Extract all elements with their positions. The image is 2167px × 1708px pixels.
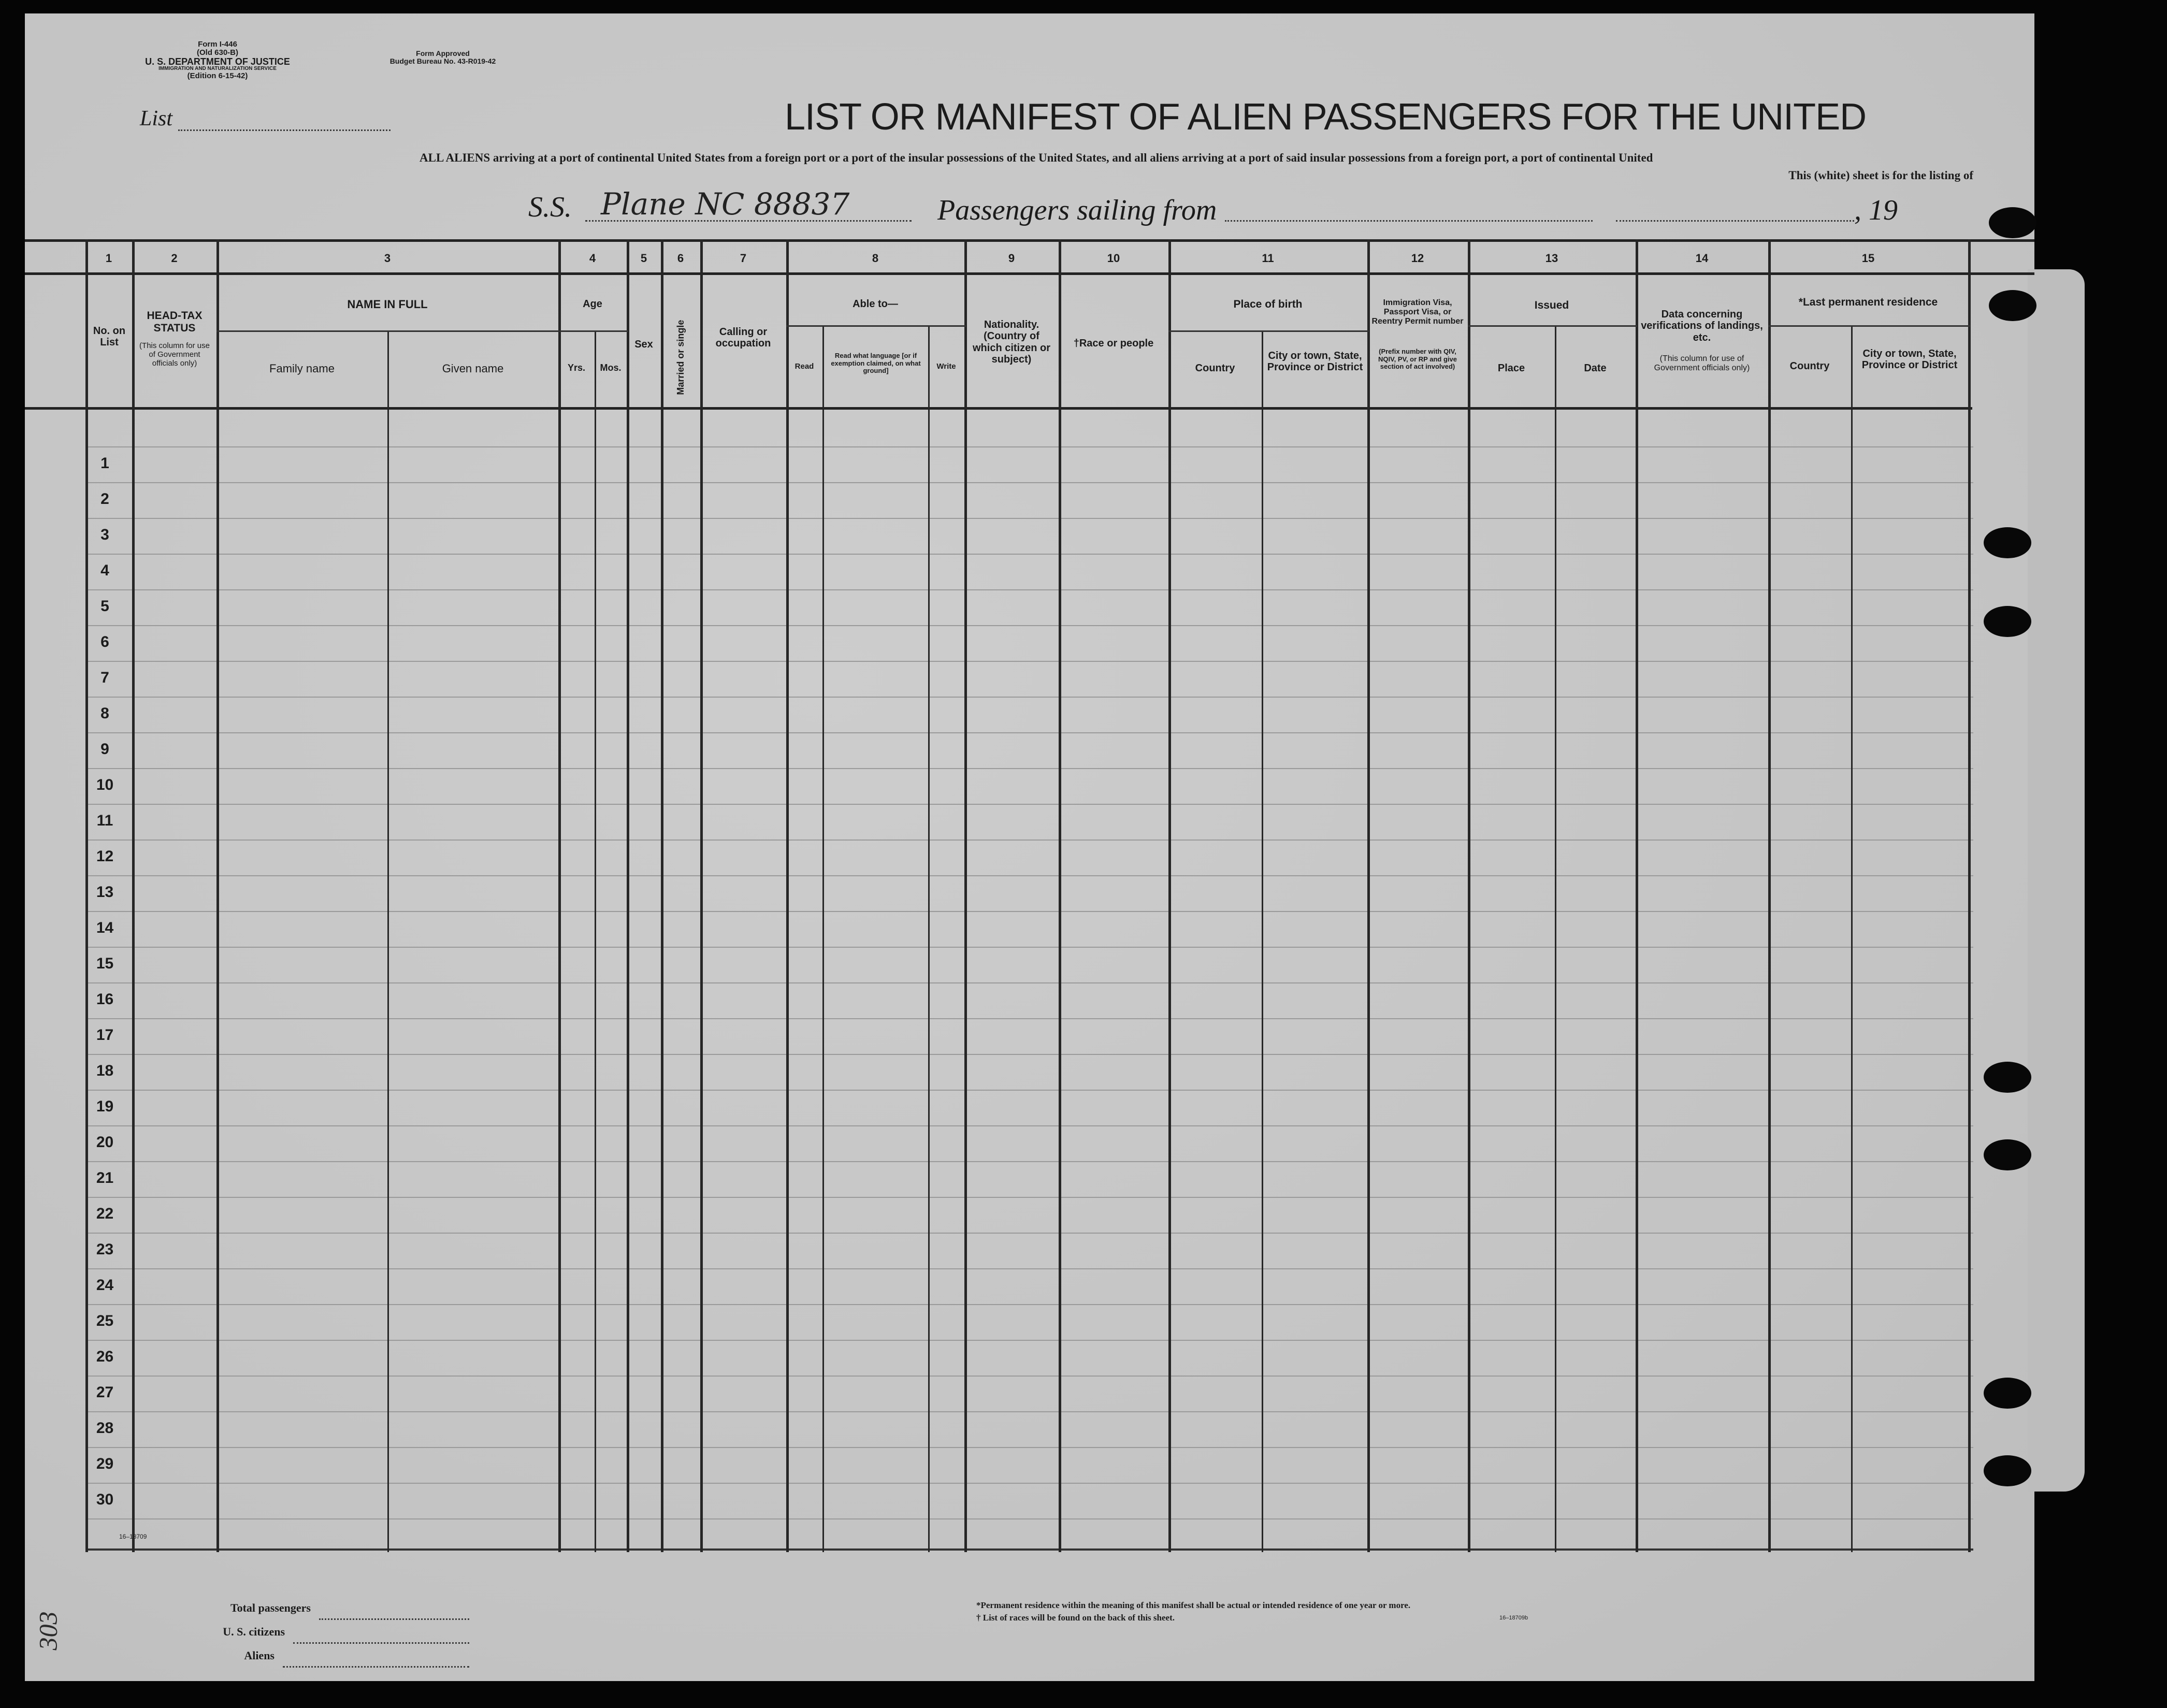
form-id-block	[104, 40, 331, 80]
sailing-label: Passengers sailing from	[937, 194, 1217, 226]
row-number: 4	[100, 562, 109, 579]
header-issued-place: Place	[1497, 363, 1525, 374]
header-given-name: Given name	[442, 362, 504, 375]
row-number: 24	[96, 1277, 114, 1294]
punch-hole	[1984, 1378, 2031, 1409]
row-number: 5	[100, 598, 109, 615]
row-number: 25	[96, 1312, 114, 1329]
row-rule	[85, 482, 1973, 483]
row-rule	[85, 1518, 1973, 1519]
header-sex: Sex	[634, 339, 653, 350]
service-name: IMMIGRATION AND NATURALIZATION SERVICE	[158, 66, 277, 72]
header-res-city: City or town, State, Province or District	[1861, 348, 1958, 371]
punch-hole	[1984, 1455, 2031, 1486]
col-number: 14	[1695, 252, 1709, 265]
col-number: 4	[589, 252, 596, 265]
group-rule	[1768, 325, 1970, 327]
header-read-language: Read what language [or if exemption claimed, on what ground]	[831, 352, 921, 375]
form-number: Form I-446	[198, 40, 237, 49]
sailing-date-field[interactable]	[1616, 197, 1854, 222]
row-number: 27	[96, 1384, 114, 1401]
row-number: 28	[96, 1420, 114, 1437]
group-rule	[216, 330, 560, 332]
col-rule	[1768, 239, 1771, 1552]
total-passengers-label: Total passengers	[230, 1601, 311, 1614]
row-number: 29	[96, 1455, 114, 1472]
header-no-on-list: No. on List	[93, 325, 126, 349]
punch-hole	[1984, 1062, 2031, 1093]
row-number: 9	[100, 741, 109, 758]
col-rule	[387, 331, 389, 1552]
sailing-from-field[interactable]	[1225, 197, 1593, 222]
col-rule	[822, 326, 824, 1552]
table-bottom-rule	[85, 1548, 1973, 1551]
row-rule	[85, 732, 1973, 733]
row-rule	[85, 768, 1973, 769]
us-citizens-field[interactable]	[293, 1631, 469, 1644]
header-write: Write	[936, 362, 956, 371]
col-rule	[661, 239, 663, 1552]
header-race: †Race or people	[1073, 338, 1154, 349]
row-number: 8	[100, 705, 109, 722]
row-rule	[85, 982, 1973, 983]
row-number: 12	[96, 848, 114, 865]
col-rule	[1262, 331, 1263, 1552]
group-rule	[1168, 330, 1369, 332]
aliens-row	[155, 1644, 476, 1668]
row-rule	[85, 1304, 1973, 1305]
col-rule	[1851, 326, 1853, 1552]
row-rule	[85, 1197, 1973, 1198]
row-number: 14	[96, 919, 114, 936]
header-head-tax: HEAD-TAX STATUS	[147, 310, 203, 334]
edition: (Edition 6-15-42)	[187, 71, 248, 80]
row-number: 26	[96, 1348, 114, 1365]
page-title: LIST OR MANIFEST OF ALIEN PASSENGERS FOR THE UNITED	[785, 96, 1867, 138]
department: U. S. DEPARTMENT OF JUSTICE	[145, 56, 290, 67]
row-rule	[85, 1125, 1973, 1126]
row-number: 13	[96, 884, 114, 901]
row-number: 22	[96, 1205, 114, 1222]
row-number: 21	[96, 1169, 114, 1186]
header-birth-country: Country	[1195, 363, 1235, 374]
row-rule	[85, 875, 1973, 876]
col-rule	[595, 331, 596, 1552]
col-number: 3	[384, 252, 391, 265]
col-number: 1	[105, 252, 112, 265]
print-code: 16–18709	[119, 1533, 147, 1540]
row-rule	[85, 1340, 1973, 1341]
table-top-rule	[25, 239, 2034, 242]
row-number: 17	[96, 1026, 114, 1044]
subtitle-line-1: ALL ALIENS arriving at a port of continental United States from a foreign port or a port of the insular possessions of the United States, and all aliens arriving at a port of said insular possessions from a foreign port, a port of continental United	[420, 151, 1653, 164]
vessel-line	[528, 186, 1916, 228]
row-number: 19	[96, 1098, 114, 1115]
row-number: 2	[100, 490, 109, 508]
header-place-of-birth: Place of birth	[1233, 298, 1303, 310]
row-number: 20	[96, 1134, 114, 1151]
row-number: 16	[96, 991, 114, 1008]
punch-hole	[1984, 1139, 2031, 1170]
footnote-races: † List of races will be found on the back of this sheet.	[976, 1613, 1175, 1623]
row-number: 6	[100, 633, 109, 650]
punch-hole	[1984, 527, 2031, 558]
row-rule	[85, 911, 1973, 912]
row-rule	[85, 839, 1973, 841]
row-number: 23	[96, 1241, 114, 1258]
us-citizens-label: U. S. citizens	[223, 1625, 285, 1638]
header-data-note: (This column for use of Government officials only)	[1654, 354, 1750, 372]
header-yrs: Yrs.	[567, 363, 586, 373]
col-number: 13	[1545, 252, 1558, 265]
form-approved: Form Approved	[416, 49, 470, 57]
col-rule	[1968, 239, 1971, 1552]
col-number: 10	[1107, 252, 1120, 265]
col-number: 9	[1008, 252, 1015, 265]
row-number: 10	[96, 776, 114, 793]
col-rule	[700, 239, 703, 1552]
list-field	[140, 106, 391, 131]
budget-bureau: Budget Bureau No. 43-R019-42	[389, 56, 496, 65]
col-rule	[216, 239, 219, 1552]
year-prefix: , 19	[1854, 194, 1898, 226]
us-citizens-row	[155, 1620, 476, 1644]
header-age: Age	[583, 298, 602, 310]
col-rule	[1468, 239, 1470, 1552]
row-rule	[85, 1483, 1973, 1484]
row-rule	[85, 804, 1973, 805]
subtitle-line-2: This (white) sheet is for the listing of	[1788, 169, 1973, 182]
header-mos: Mos.	[600, 363, 622, 373]
row-rule	[85, 1376, 1973, 1377]
total-passengers-field[interactable]	[319, 1607, 469, 1620]
column-number-rule	[25, 272, 2034, 275]
row-number: 1	[100, 455, 109, 472]
header-head-tax-note: (This column for use of Government officials only)	[139, 341, 210, 368]
row-rule	[85, 1090, 1973, 1091]
row-rule	[85, 1411, 1973, 1412]
header-last-residence: *Last permanent residence	[1798, 296, 1938, 308]
vessel-name[interactable]: Plane NC 88837	[601, 186, 850, 222]
approval-block	[357, 50, 528, 65]
header-calling: Calling or occupation	[715, 326, 771, 350]
col-number: 7	[740, 252, 747, 265]
col-number: 5	[640, 252, 647, 265]
paper-edge	[2028, 269, 2085, 1492]
col-rule	[1555, 326, 1556, 1552]
footnote-code: 16–18709b	[1499, 1615, 1528, 1621]
row-number: 7	[100, 669, 109, 686]
col-number: 6	[677, 252, 684, 265]
header-birth-city: City or town, State, Province or District	[1267, 350, 1363, 373]
punch-hole	[1989, 290, 2036, 321]
row-rule	[85, 446, 1973, 447]
ss-prefix: S.S.	[528, 191, 572, 223]
row-rule	[85, 1447, 1973, 1448]
header-bottom-rule	[25, 407, 1972, 410]
col-number: 8	[872, 252, 879, 265]
row-number: 3	[100, 526, 109, 543]
punch-hole	[1989, 207, 2036, 238]
footnote-residence: *Permanent residence within the meaning of this manifest shall be actual or intended residence of one year or more.	[976, 1600, 1411, 1610]
col-rule	[1636, 239, 1638, 1552]
col-rule	[132, 239, 135, 1552]
header-married: Married or single	[675, 320, 686, 395]
row-rule	[85, 518, 1973, 519]
row-number: 30	[96, 1491, 114, 1508]
row-rule	[85, 1054, 1973, 1055]
form-old-number: (Old 630-B)	[196, 48, 238, 57]
margin-annotation: 303	[33, 1611, 63, 1651]
col-number: 12	[1411, 252, 1424, 265]
header-issued-date: Date	[1584, 363, 1607, 374]
row-rule	[85, 1268, 1973, 1269]
header-res-country: Country	[1789, 360, 1830, 372]
row-rule	[85, 1161, 1973, 1162]
header-able-to: Able to—	[853, 298, 898, 310]
col-rule	[627, 239, 629, 1552]
group-rule	[1468, 325, 1637, 327]
row-rule	[85, 589, 1973, 590]
punch-hole	[1984, 606, 2031, 637]
col-rule	[928, 326, 930, 1552]
header-family-name: Family name	[269, 362, 335, 375]
col-rule	[1059, 239, 1061, 1552]
header-nationality: Nationality. (Country of which citizen or subject)	[972, 319, 1051, 366]
header-data-concerning: Data concerning verifications of landings, etc.	[1641, 309, 1763, 343]
list-number-field[interactable]	[178, 114, 391, 131]
row-rule	[85, 1233, 1973, 1234]
col-rule	[558, 239, 561, 1552]
row-rule	[85, 625, 1973, 626]
row-rule	[85, 1018, 1973, 1019]
col-rule	[1168, 239, 1171, 1552]
row-rule	[85, 554, 1973, 555]
totals-block	[155, 1596, 476, 1668]
col-rule	[1367, 239, 1370, 1552]
aliens-field[interactable]	[283, 1655, 469, 1668]
total-passengers-row	[155, 1596, 476, 1620]
row-number: 15	[96, 955, 114, 972]
header-visa: Immigration Visa, Passport Visa, or Reentry Permit number	[1371, 298, 1464, 326]
row-rule	[85, 947, 1973, 948]
col-rule	[786, 239, 789, 1552]
row-rule	[85, 697, 1973, 698]
group-rule	[786, 325, 966, 327]
header-name-in-full: NAME IN FULL	[347, 298, 428, 311]
row-number: 11	[96, 812, 113, 829]
header-visa-note: (Prefix number with QIV, NQIV, PV, or RP and give section of act involved)	[1378, 348, 1457, 371]
list-label: List	[140, 107, 173, 131]
header-issued: Issued	[1534, 299, 1569, 311]
vessel-field	[585, 197, 912, 222]
aliens-label: Aliens	[244, 1649, 275, 1662]
col-number: 11	[1262, 252, 1274, 265]
header-read: Read	[794, 362, 814, 371]
col-rule	[964, 239, 967, 1552]
col-number: 15	[1861, 252, 1875, 265]
row-rule	[85, 661, 1973, 662]
group-rule	[558, 330, 628, 332]
row-number: 18	[96, 1062, 114, 1079]
col-number: 2	[171, 252, 178, 265]
